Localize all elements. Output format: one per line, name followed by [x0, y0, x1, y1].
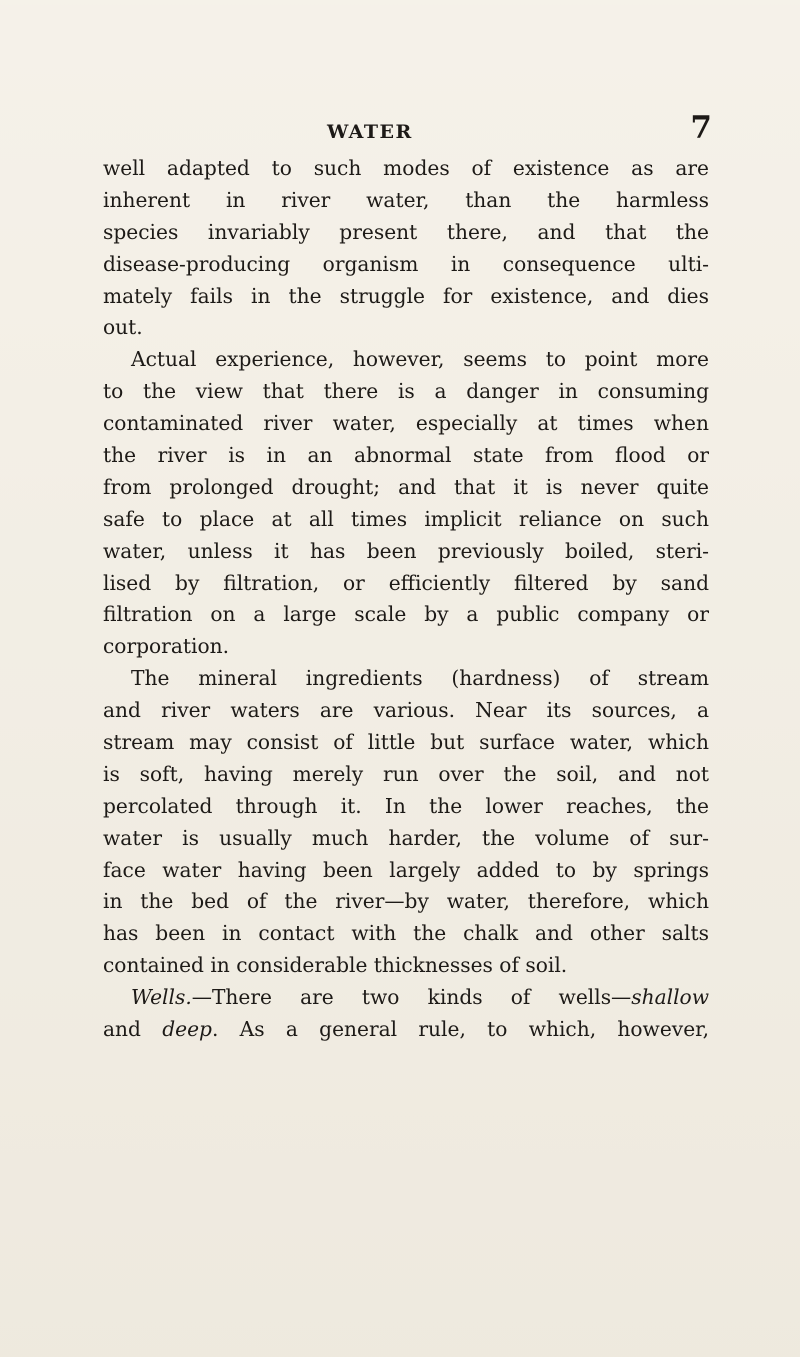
text-line: safe to place at all times implicit reliance on such — [103, 506, 709, 531]
paragraph-1 — [103, 153, 709, 344]
paragraph-3 — [103, 663, 709, 982]
text-line: face water having been largely added to by springs — [103, 857, 709, 882]
section-heading: Wells. — [131, 985, 192, 1010]
text-fragment: . As a general rule, to which, however, — [211, 1017, 709, 1042]
text-line — [103, 982, 709, 1014]
text-line: to the view that there is a danger in consuming — [103, 379, 709, 404]
text-line: filtration on a large scale by a public company or — [103, 602, 709, 627]
text-line: contained in considerable thicknesses of soil. — [103, 953, 568, 978]
emphasized-term: shallow — [631, 985, 709, 1010]
emphasized-term: deep — [162, 1017, 212, 1042]
text-line: out. — [103, 315, 143, 340]
text-line: corporation. — [103, 634, 230, 659]
text-line: percolated through it. In the lower reaches, the — [103, 793, 709, 818]
text-line: in the bed of the river—by water, therefore, which — [103, 889, 709, 914]
text-line: from prolonged drought; and that it is never quite — [103, 474, 709, 499]
text-line: and river waters are various. Near its sources, a — [103, 698, 709, 723]
text-fragment: —There are two kinds of wells— — [191, 985, 632, 1010]
text-line: water is usually much harder, the volume of sur- — [103, 825, 709, 850]
text-fragment: and — [103, 1017, 163, 1042]
running-head: WATER — [327, 121, 413, 143]
text-line: mately fails in the struggle for existence, and dies — [103, 283, 709, 308]
text-line: is soft, having merely run over the soil, and not — [103, 761, 709, 786]
text-line: has been in contact with the chalk and other salts — [103, 921, 709, 946]
text-line: well adapted to such modes of existence as are — [103, 156, 709, 180]
text-line — [103, 1014, 709, 1046]
paragraph-2 — [103, 344, 709, 663]
text-line: disease-producing organism in consequence ulti- — [103, 251, 709, 276]
text-line: contaminated river water, especially at times when — [103, 411, 709, 436]
text-line: lised by filtration, or efficiently filtered by sand — [103, 570, 709, 595]
text-line: Actual experience, however, seems to point more — [131, 347, 709, 372]
text-line: species invariably present there, and that the — [103, 219, 709, 244]
page-number: 7 — [690, 110, 712, 146]
text-line: inherent in river water, than the harmless — [103, 187, 709, 212]
body-text — [103, 153, 709, 1046]
page-header — [102, 110, 712, 156]
text-line: the river is in an abnormal state from flood or — [103, 443, 709, 468]
text-line: The mineral ingredients (hardness) of stream — [131, 666, 709, 691]
text-line: water, unless it has been previously boiled, steri- — [103, 538, 709, 563]
paragraph-4 — [103, 982, 709, 1046]
text-line: stream may consist of little but surface water, which — [103, 730, 709, 755]
